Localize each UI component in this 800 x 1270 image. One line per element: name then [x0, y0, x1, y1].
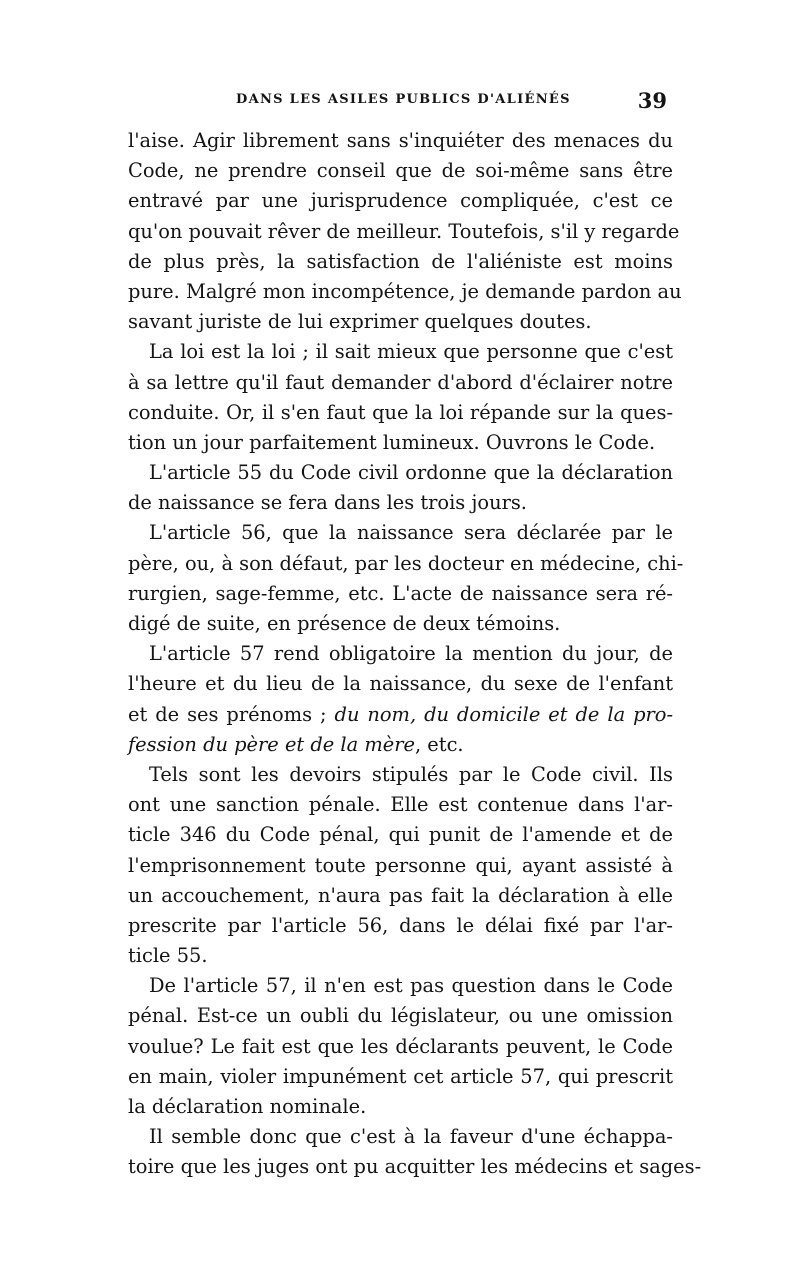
- text-line: à sa lettre qu'il faut demander d'abord d'éclairer notre: [128, 370, 673, 394]
- body-text: [128, 126, 702, 1183]
- book-page: [128, 88, 702, 1183]
- text-line: conduite. Or, il s'en faut que la loi répande sur la ques-: [128, 400, 673, 424]
- text-line: prescrite par l'article 56, dans le délai fixé par l'ar-: [128, 913, 673, 937]
- text-line: toire que les juges ont pu acquitter les médecins et sages-: [128, 1155, 702, 1179]
- text-line: L'article 56, que la naissance sera déclarée par le: [149, 521, 673, 545]
- text-line: tion un jour parfaitement lumineux. Ouvrons le Code.: [128, 430, 656, 454]
- text-line: rurgien, sage-femme, etc. L'acte de naissance sera ré-: [128, 581, 673, 605]
- text-line: savant juriste de lui exprimer quelques doutes.: [128, 310, 592, 334]
- text-line: en main, violer impunément cet article 57, qui prescrit: [128, 1064, 673, 1088]
- text-line: pénal. Est-ce un oubli du législateur, ou une omission: [128, 1004, 673, 1028]
- text-line: et de ses prénoms ; du nom, du domicile et de la pro-: [128, 702, 674, 726]
- text-line: Code, ne prendre conseil que de soi-même sans être: [128, 159, 673, 183]
- text-line: ticle 346 du Code pénal, qui punit de l'amende et de: [128, 823, 673, 847]
- text-line: Il semble donc que c'est à la faveur d'une échappa-: [149, 1125, 673, 1149]
- text-line: l'heure et du lieu de la naissance, du sexe de l'enfant: [128, 672, 673, 696]
- text-line: un accouchement, n'aura pas fait la déclaration à elle: [128, 883, 673, 907]
- running-title: DANS LES ASILES PUBLICS D'ALIÉNÉS: [236, 92, 571, 107]
- text-line: fession du père et de la mère, etc.: [128, 732, 464, 756]
- text-line: entravé par une jurisprudence compliquée, c'est ce: [128, 189, 673, 213]
- text-line: l'emprisonnement toute personne qui, ayant assisté à: [128, 853, 673, 877]
- text-line: digé de suite, en présence de deux témoins.: [128, 612, 561, 635]
- text-line: ticle 55.: [128, 944, 208, 968]
- text-line: qu'on pouvait rêver de meilleur. Toutefois, s'il y regarde: [128, 219, 680, 243]
- italic-text: fession du père et de la mère: [128, 732, 415, 756]
- text-line: pure. Malgré mon incompétence, je demande pardon au: [128, 279, 682, 303]
- text-line: voulue? Le fait est que les déclarants peuvent, le Code: [128, 1034, 673, 1058]
- text-line: L'article 55 du Code civil ordonne que la déclaration: [149, 461, 673, 485]
- text-line: L'article 57 rend obligatoire la mention du jour, de: [149, 642, 673, 666]
- text-line: Tels sont les devoirs stipulés par le Code civil. Ils: [149, 762, 673, 786]
- text-line: l'aise. Agir librement sans s'inquiéter des menaces du: [128, 129, 673, 152]
- text-line: De l'article 57, il n'en est pas question dans le Code: [149, 974, 673, 998]
- text-line: la déclaration nominale.: [128, 1095, 367, 1118]
- text-line: père, ou, à son défaut, par les docteur en médecine, chi-: [128, 551, 684, 575]
- text-line: La loi est la loi ; il sait mieux que personne que c'est: [149, 340, 673, 364]
- page-number: 39: [637, 88, 667, 113]
- text-line: ont une sanction pénale. Elle est contenue dans l'ar-: [128, 793, 673, 817]
- running-head: [128, 88, 673, 118]
- text-line: de naissance se fera dans les trois jours.: [128, 491, 527, 515]
- italic-text: du nom, du domicile et de la pro-: [334, 702, 674, 726]
- text-line: de plus près, la satisfaction de l'aliéniste est moins: [128, 249, 673, 273]
